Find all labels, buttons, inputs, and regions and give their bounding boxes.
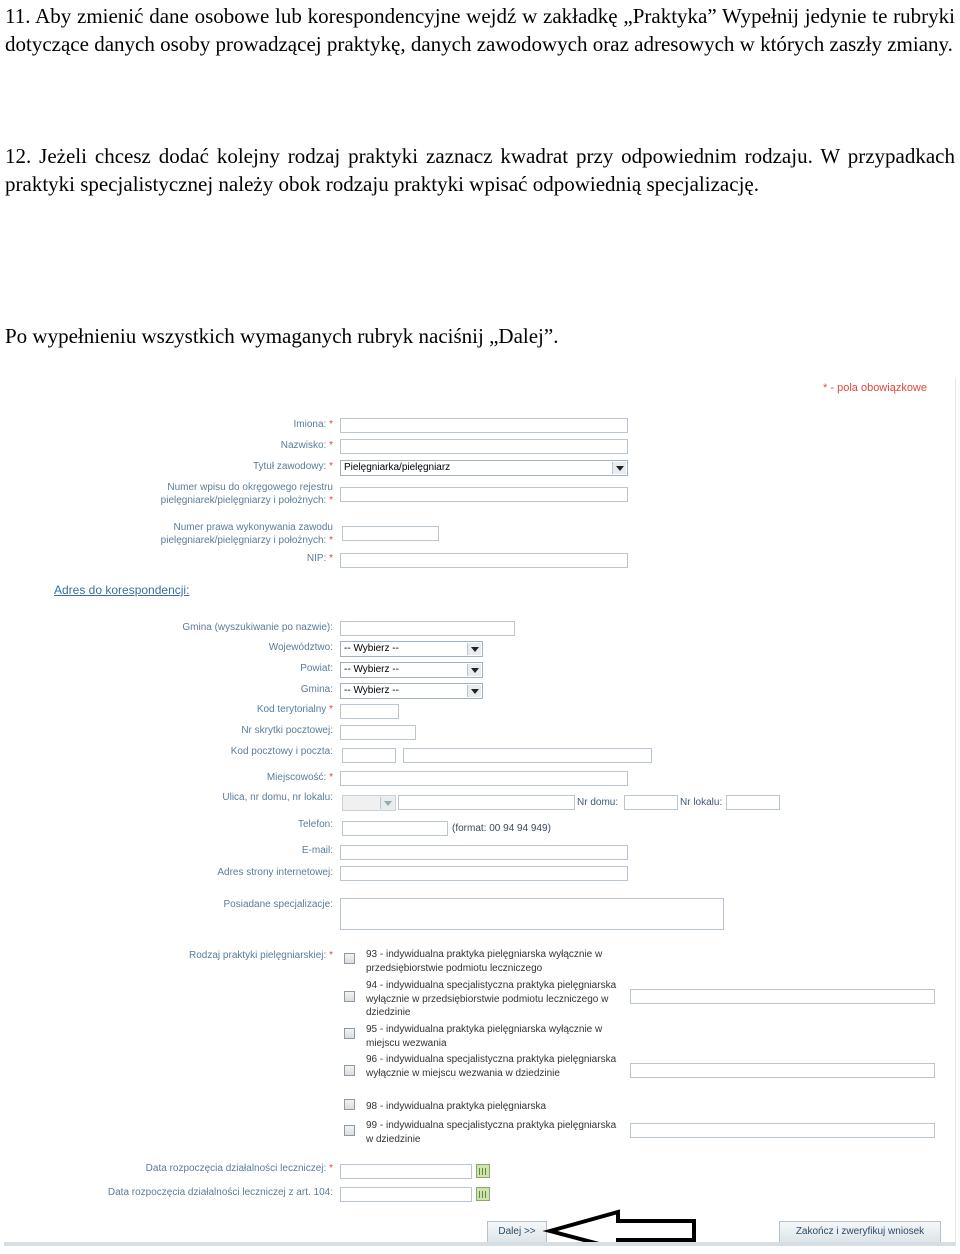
divider xyxy=(4,1242,955,1246)
label-nr-skrytki: Nr skrytki pocztowej: xyxy=(241,725,333,736)
label-powiat: Powiat: xyxy=(300,663,333,674)
practice-98-label: 98 - indywidualna praktyka pielęgniarska xyxy=(366,1101,547,1112)
label-ulica: Ulica, nr domu, nr lokalu: xyxy=(222,792,333,803)
label-gmina: Gmina: xyxy=(300,684,333,695)
label-data-rozpoczecia-104: Data rozpoczęcia działalności leczniczej z art. 104: xyxy=(107,1187,333,1198)
practice-93-label: 93 - indywidualna praktyka pielęgniarska wyłącznie w przedsiębiorstwie podmiotu leczniczego xyxy=(366,949,603,974)
instruction-next: Po wypełnieniu wszystkich wymaganych rubryk naciśnij „Dalej”. xyxy=(5,324,559,348)
label-miejscowosc: Miejscowość: * xyxy=(266,772,333,783)
label-imiona: Imiona: * xyxy=(293,419,333,430)
label-www: Adres strony internetowej: xyxy=(217,867,333,878)
label-gmina-search: Gmina (wyszukiwanie po nazwie): xyxy=(182,622,333,633)
instruction-step-11: 11. Aby zmienić dane osobowe lub korespondencyjne wejdź w zakładkę „Praktyka” Wypełnij jedynie te rubryki dotyczące danych osoby prowadzącej praktykę, danych zawodowych oraz adresowych w których zaszły zmiany. xyxy=(5,4,955,56)
gmina-select[interactable]: -- Wybierz -- xyxy=(340,683,483,699)
label-nr-domu: Nr domu: xyxy=(577,797,619,808)
telefon-format-hint: (format: 00 94 94 949) xyxy=(452,823,551,834)
practice-94-label: 94 - indywidualna specjalistyczna praktyka pielęgniarska wyłącznie w przedsiębiorstwie podmiotu leczniczego w dziedzinie xyxy=(366,980,617,1018)
form-screenshot xyxy=(4,378,956,1246)
pointer-arrow-icon xyxy=(4,378,955,1246)
label-wojewodztwo: Województwo: xyxy=(268,642,333,653)
required-note: * - pola obowiązkowe xyxy=(823,382,927,394)
label-tytul: Tytuł zawodowy: * xyxy=(252,461,333,472)
practice-99-label: 99 - indywidualna specjalistyczna praktyka pielęgniarska w dziedzinie xyxy=(366,1120,617,1145)
label-telefon: Telefon: xyxy=(297,819,333,830)
label-nr-wpisu: Numer wpisu do okręgowego rejestru pielęgniarek/pielęgniarzy i położnych: * xyxy=(160,482,333,506)
label-email: E-mail: xyxy=(301,845,333,856)
instruction-step-12: 12. Jeżeli chcesz dodać kolejny rodzaj praktyki zaznacz kwadrat przy odpowiednim rodzaju. W przypadkach praktyki specjalistycznej należy obok rodzaju praktyki wpisać odpowiednią specjalizację. xyxy=(5,144,955,196)
label-nr-lokalu: Nr lokalu: xyxy=(680,797,723,808)
label-nip: NIP: * xyxy=(306,553,333,564)
label-kod-terytorialny: Kod terytorialny * xyxy=(256,704,333,715)
next-button[interactable]: Dalej >> xyxy=(487,1221,547,1243)
practice-95-label: 95 - indywidualna praktyka pielęgniarska wyłącznie w miejscu wezwania xyxy=(366,1024,603,1049)
practice-96-label: 96 - indywidualna specjalistyczna praktyka pielęgniarska wyłącznie w miejscu wezwania w dziedzinie xyxy=(366,1054,617,1079)
label-kod-pocztowy: Kod pocztowy i poczta: xyxy=(230,746,333,757)
finish-verify-button[interactable]: Zakończ i zweryfikuj wniosek xyxy=(779,1221,941,1243)
wojewodztwo-select[interactable]: -- Wybierz -- xyxy=(340,641,483,657)
powiat-select[interactable]: -- Wybierz -- xyxy=(340,662,483,678)
label-rodzaj-praktyki: Rodzaj praktyki pielęgniarskiej: * xyxy=(189,950,333,961)
section-adres-korespondencji[interactable]: Adres do korespondencji: xyxy=(54,583,190,597)
tytul-select[interactable]: Pielęgniarka/pielęgniarz xyxy=(340,460,628,476)
label-nazwisko: Nazwisko: * xyxy=(280,440,333,451)
label-specjalizacje: Posiadane specjalizacje: xyxy=(223,899,333,910)
label-data-rozpoczecia: Data rozpoczęcia działalności leczniczej: * xyxy=(145,1163,333,1174)
label-nr-prawa: Numer prawa wykonywania zawodu pielęgniarek/pielęgniarzy i położnych: * xyxy=(160,522,333,546)
